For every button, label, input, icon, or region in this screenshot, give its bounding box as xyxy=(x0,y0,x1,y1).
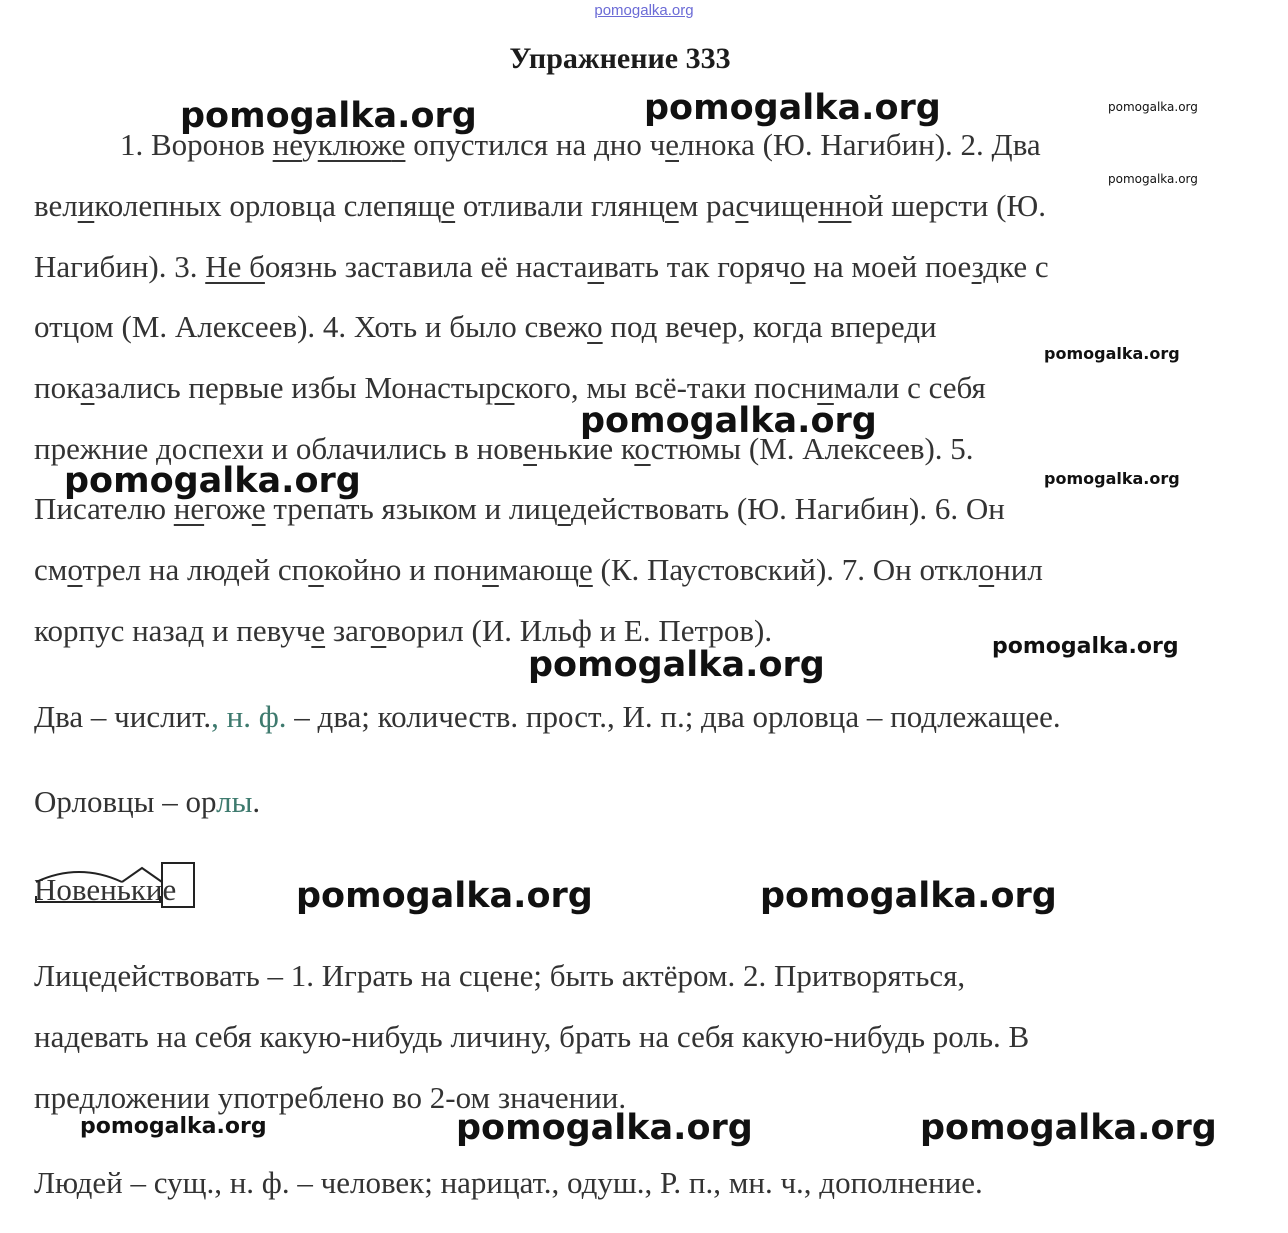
watermark: pomogalka.org xyxy=(1108,100,1198,114)
watermark: pomogalka.org xyxy=(1044,469,1180,488)
watermark: pomogalka.org xyxy=(644,88,941,128)
exercise-line-7: Писателю негоже трепать языком и лицедействовать (Ю. Нагибин). 6. Он xyxy=(34,491,1005,526)
exercise-line-3: Нагибин). 3. Не боязнь заставила её настаивать так горячо на моей поездке с xyxy=(34,249,1049,284)
watermark: pomogalka.org xyxy=(760,876,1057,916)
watermark: pomogalka.org xyxy=(1044,344,1180,363)
exercise-line-2: великолепных орловца слепяще отливали глянцем расчищенной шерсти (Ю. xyxy=(34,188,1047,223)
licedeistvovat-line-1: Лицедействовать – 1. Играть на сцене; быть актёром. 2. Притворяться, xyxy=(34,958,966,993)
analysis-orlovcy: Орловцы – орлы. xyxy=(34,784,261,819)
watermark: pomogalka.org xyxy=(580,401,877,441)
licedeistvovat-line-2: надевать на себя какую-нибудь личину, брать на себя какую-нибудь роль. В xyxy=(34,1019,1030,1054)
watermark: pomogalka.org xyxy=(296,876,593,916)
exercise-line-5: показались первые избы Монастырского, мы всё-таки поснимали с себя xyxy=(34,370,986,405)
watermark: pomogalka.org xyxy=(1108,172,1198,186)
exercise-line-1: 1. Воронов неуклюже опустился на дно челнока (Ю. Нагибин). 2. Два xyxy=(120,127,1041,162)
exercise-line-9: корпус назад и певуче заговорил (И. Ильф и Е. Петров). xyxy=(34,613,773,648)
exercise-line-8: смотрел на людей спокойно и понимающе (К. Паустовский). 7. Он отклонил xyxy=(34,552,1043,587)
analysis-lyudei: Людей – сущ., н. ф. – человек; нарицат., одуш., Р. п., мн. ч., дополнение. xyxy=(34,1165,983,1200)
analysis-dva: Два – числит., н. ф. – два; количеств. прост., И. п.; два орловца – подлежащее. xyxy=(34,699,1061,734)
watermark: pomogalka.org xyxy=(992,634,1179,659)
watermark: pomogalka.org xyxy=(456,1108,753,1148)
watermark: pomogalka.org xyxy=(920,1108,1217,1148)
morpheme-word: Новенькие xyxy=(34,872,177,907)
page-title: Упражнение 333 xyxy=(509,42,731,75)
licedeistvovat-line-3: предложении употреблено во 2-ом значении. xyxy=(34,1080,627,1115)
watermark: pomogalka.org xyxy=(80,1114,267,1139)
morpheme-analysis xyxy=(34,862,204,914)
exercise-line-4: отцом (М. Алексеев). 4. Хоть и было свежо под вечер, когда впереди xyxy=(34,309,937,344)
exercise-line-6: прежние доспехи и облачились в новенькие костюмы (М. Алексеев). 5. xyxy=(34,431,974,466)
ending-box xyxy=(161,862,195,908)
site-link[interactable]: pomogalka.org xyxy=(594,2,694,19)
watermark: pomogalka.org xyxy=(528,645,825,685)
watermark: pomogalka.org xyxy=(180,96,477,136)
watermark: pomogalka.org xyxy=(64,461,361,501)
